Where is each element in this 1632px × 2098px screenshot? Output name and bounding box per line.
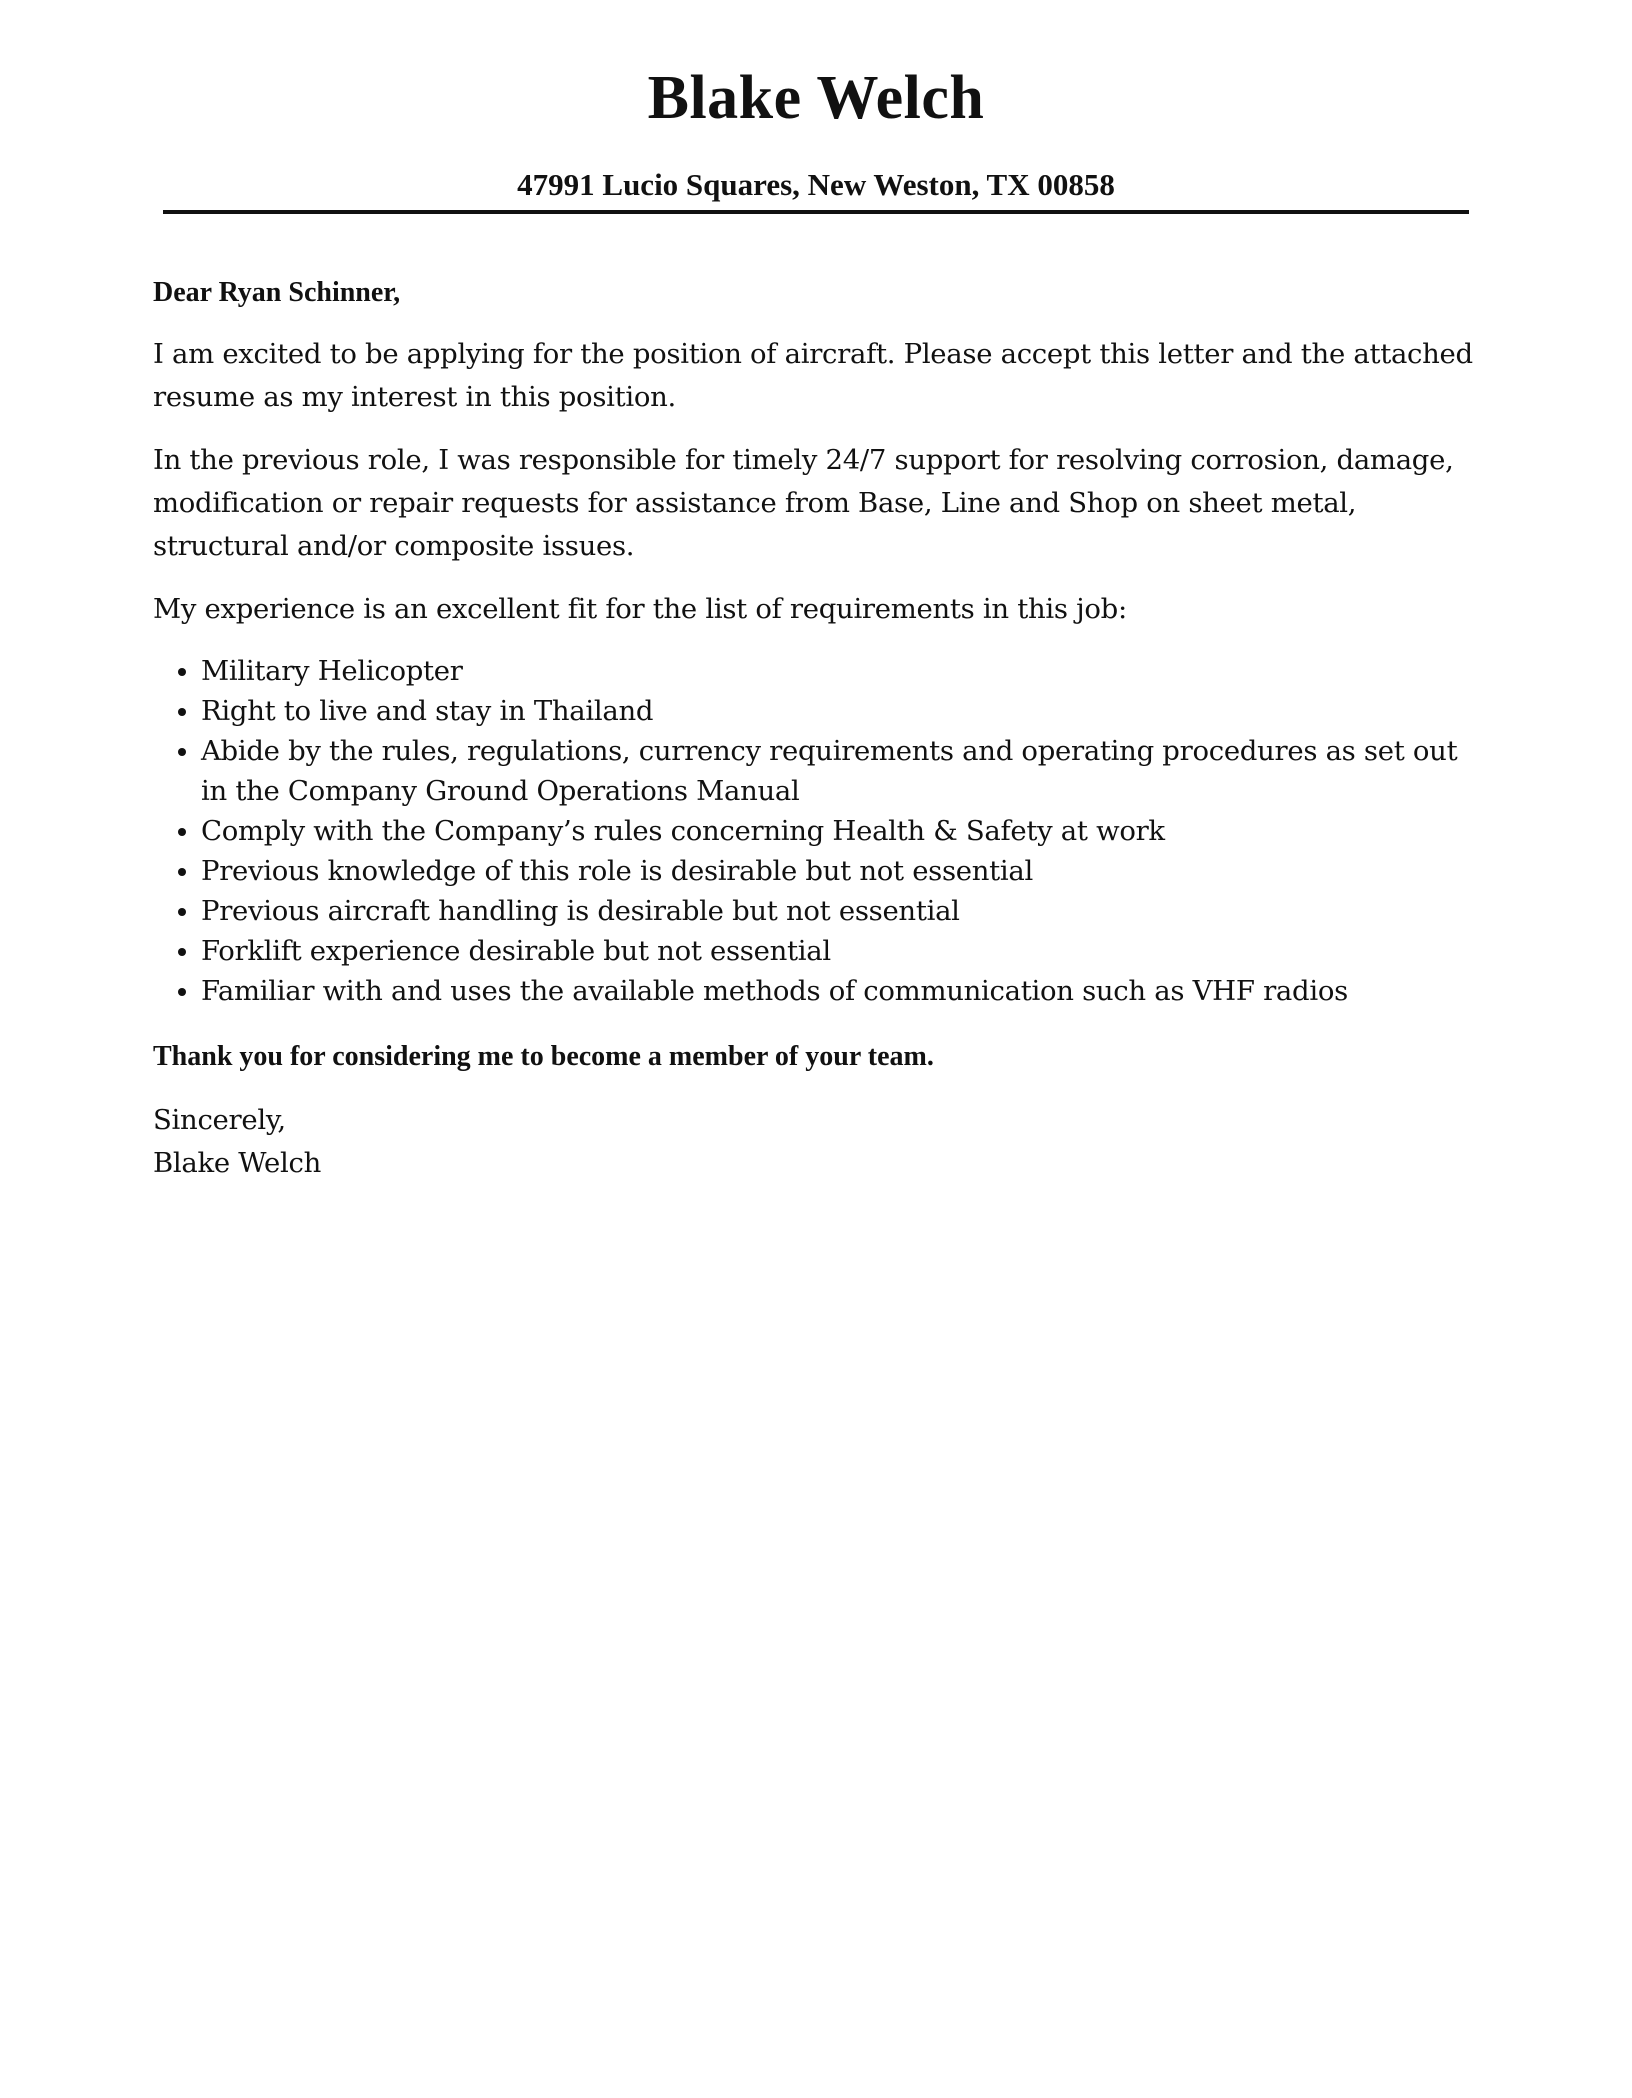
applicant-address: 47991 Lucio Squares, New Weston, TX 00858 <box>517 167 1115 202</box>
signature-name: Blake Welch <box>153 1147 321 1179</box>
list-item: • Previous aircraft handling is desirable but not essential <box>201 891 1473 931</box>
list-item: • Forklift experience desirable but not essential <box>201 931 1473 971</box>
signoff: Sincerely, <box>153 1104 286 1136</box>
list-item: • Previous knowledge of this role is desirable but not essential <box>201 851 1473 891</box>
closing-line: Thank you for considering me to become a member of your team. <box>153 1041 934 1072</box>
list-item: • Right to live and stay in Thailand <box>201 691 1473 731</box>
list-item: • Familiar with and uses the available methods of communication such as VHF radios <box>201 971 1473 1011</box>
applicant-name: Blake Welch <box>647 64 985 132</box>
requirements-list <box>153 651 1473 1011</box>
list-item: • Military Helicopter <box>201 651 1473 691</box>
requirements-intro: My experience is an excellent fit for the list of requirements in this job: <box>153 593 1127 625</box>
list-item: • Abide by the rules, regulations, currency requirements and operating procedures as set out in the Company Ground Operations Manual <box>201 731 1473 811</box>
header-divider <box>163 210 1469 214</box>
experience-paragraph: In the previous role, I was responsible for timely 24/7 support for resolving corrosion, damage, modification or repair requests for assistance from Base, Line and Shop on sheet metal, structural and/or composite issues. <box>153 444 1454 562</box>
greeting: Dear Ryan Schinner, <box>153 277 401 308</box>
list-item: • Comply with the Company’s rules concerning Health & Safety at work <box>201 811 1473 851</box>
intro-paragraph: I am excited to be applying for the position of aircraft. Please accept this letter and the attached resume as my interest in this position. <box>153 338 1473 413</box>
letter-body <box>153 273 1473 1185</box>
